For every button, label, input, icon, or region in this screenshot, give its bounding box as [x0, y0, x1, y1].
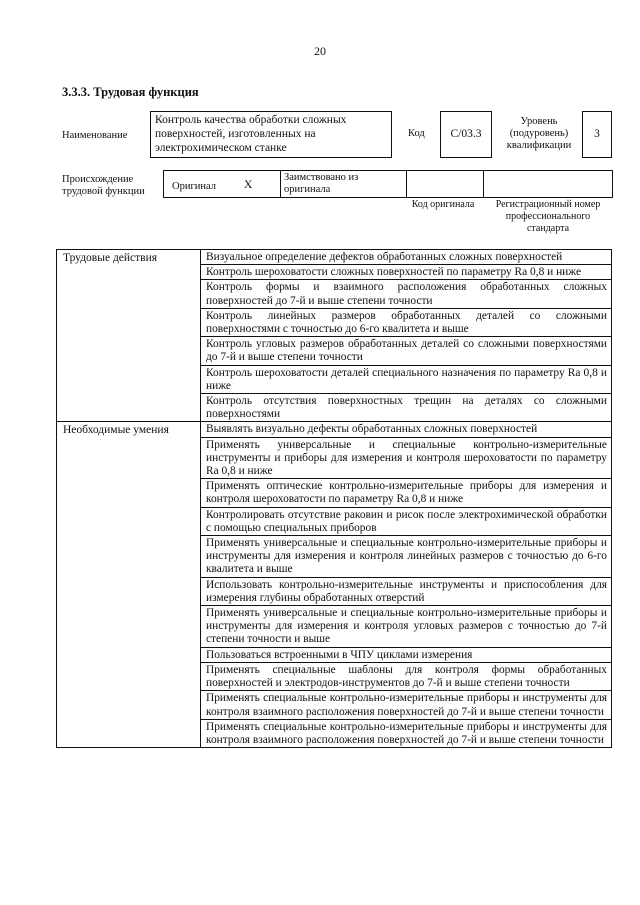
table-cell: Контроль угловых размеров обработанных деталей со сложными поверхностями до 7-й и выше степени точности [201, 336, 611, 364]
level-box [582, 111, 612, 158]
divider [483, 170, 484, 198]
table-cell: Контроль шероховатости деталей специального назначения по параметру Ra 0,8 и ниже [201, 365, 611, 393]
table-cell: Использовать контрольно-измерительные инструменты и приспособления для измерения глубины обработанных отверстий [201, 577, 611, 605]
page-number: 20 [314, 44, 326, 58]
table-cell: Контроль линейных размеров обработанных деталей со сложными поверхностями с точностью до 6-го квалитета и выше [201, 308, 611, 336]
table-cell: Визуальное определение дефектов обработанных сложных поверхностей [206, 251, 563, 263]
table-cell: Применять универсальные и специальные контрольно-измерительные приборы и инструменты для измерения и контроля угловых размеров с точностью до 7-й степени точности и выше [201, 605, 611, 647]
code-value: С/03.3 [450, 128, 482, 140]
table-cell: Применять специальные шаблоны для контроля формы обработанных поверхностей и электродов-инструментов до 7-й и выше степени точности [201, 662, 611, 690]
divider [280, 170, 281, 198]
table-cell: Контроль формы и взаимного расположения обработанных сложных поверхностей до 7-й и выше степени точности [201, 279, 611, 307]
original-code-label: Код оригинала [411, 199, 475, 210]
name-label: Наименование [62, 130, 128, 141]
origin-label: Происхождение трудовой функции [62, 174, 145, 197]
table-cell: Применять специальные контрольно-измерительные приборы и инструменты для контроля взаимного расположения поверхностей до 7-й и выше степени точности [201, 690, 611, 718]
table-cell: Контроль отсутствия поверхностных трещин на деталях со сложными поверхностями [201, 393, 611, 421]
table-cell: Пользоваться встроенными в ЧПУ циклами измерения [201, 647, 611, 662]
group-label: Необходимые умения [57, 422, 201, 747]
section-title: 3.3.3. Трудовая функция [62, 85, 199, 99]
function-name-value: Контроль качества обработки сложных поверхностей, изготовленных на электрохимическом станке [155, 114, 347, 154]
original-mark: X [244, 179, 253, 191]
divider [406, 170, 407, 198]
table-cell: Применять универсальные и специальные контрольно-измерительные приборы и инструменты для измерения и контроля линейных размеров с точностью до 6-го квалитета и выше [201, 535, 611, 577]
code-box [440, 111, 492, 158]
original-label: Оригинал [172, 181, 216, 192]
group-label: Трудовые действия [57, 250, 201, 421]
group-items [201, 250, 611, 421]
table-cell: Контроль шероховатости сложных поверхностей по параметру Ra 0,8 и ниже [201, 264, 611, 279]
table-cell: Выявлять визуально дефекты обработанных сложных поверхностей [206, 423, 538, 436]
code-label: Код [408, 128, 425, 139]
function-name-box [150, 111, 392, 158]
table-cell: Применять специальные контрольно-измерительные приборы и инструменты для контроля взаимного расположения поверхностей до 7-й и выше степени точности [201, 719, 611, 747]
table-group [57, 250, 611, 421]
table-cell: Контролировать отсутствие раковин и рисок после электрохимической обработки с помощью специальных приборов [201, 507, 611, 535]
table-cell: Применять оптические контрольно-измерительные приборы для измерения и контроля шероховатости по параметру Ra 0,8 и ниже [201, 478, 611, 506]
level-label: Уровень (подуровень) квалификации [506, 116, 572, 151]
function-table [56, 249, 612, 748]
borrowed-label: Заимствовано из оригинала [284, 172, 359, 195]
level-value: 3 [594, 128, 600, 140]
table-group [57, 421, 611, 747]
registration-number-label: Регистрационный номер профессионального стандарта [495, 199, 601, 234]
group-items [201, 422, 611, 747]
table-cell: Применять универсальные и специальные контрольно-измерительные инструменты и приборы для измерения и контроля шероховатости по параметру Ra 0,8 и ниже [201, 437, 611, 479]
